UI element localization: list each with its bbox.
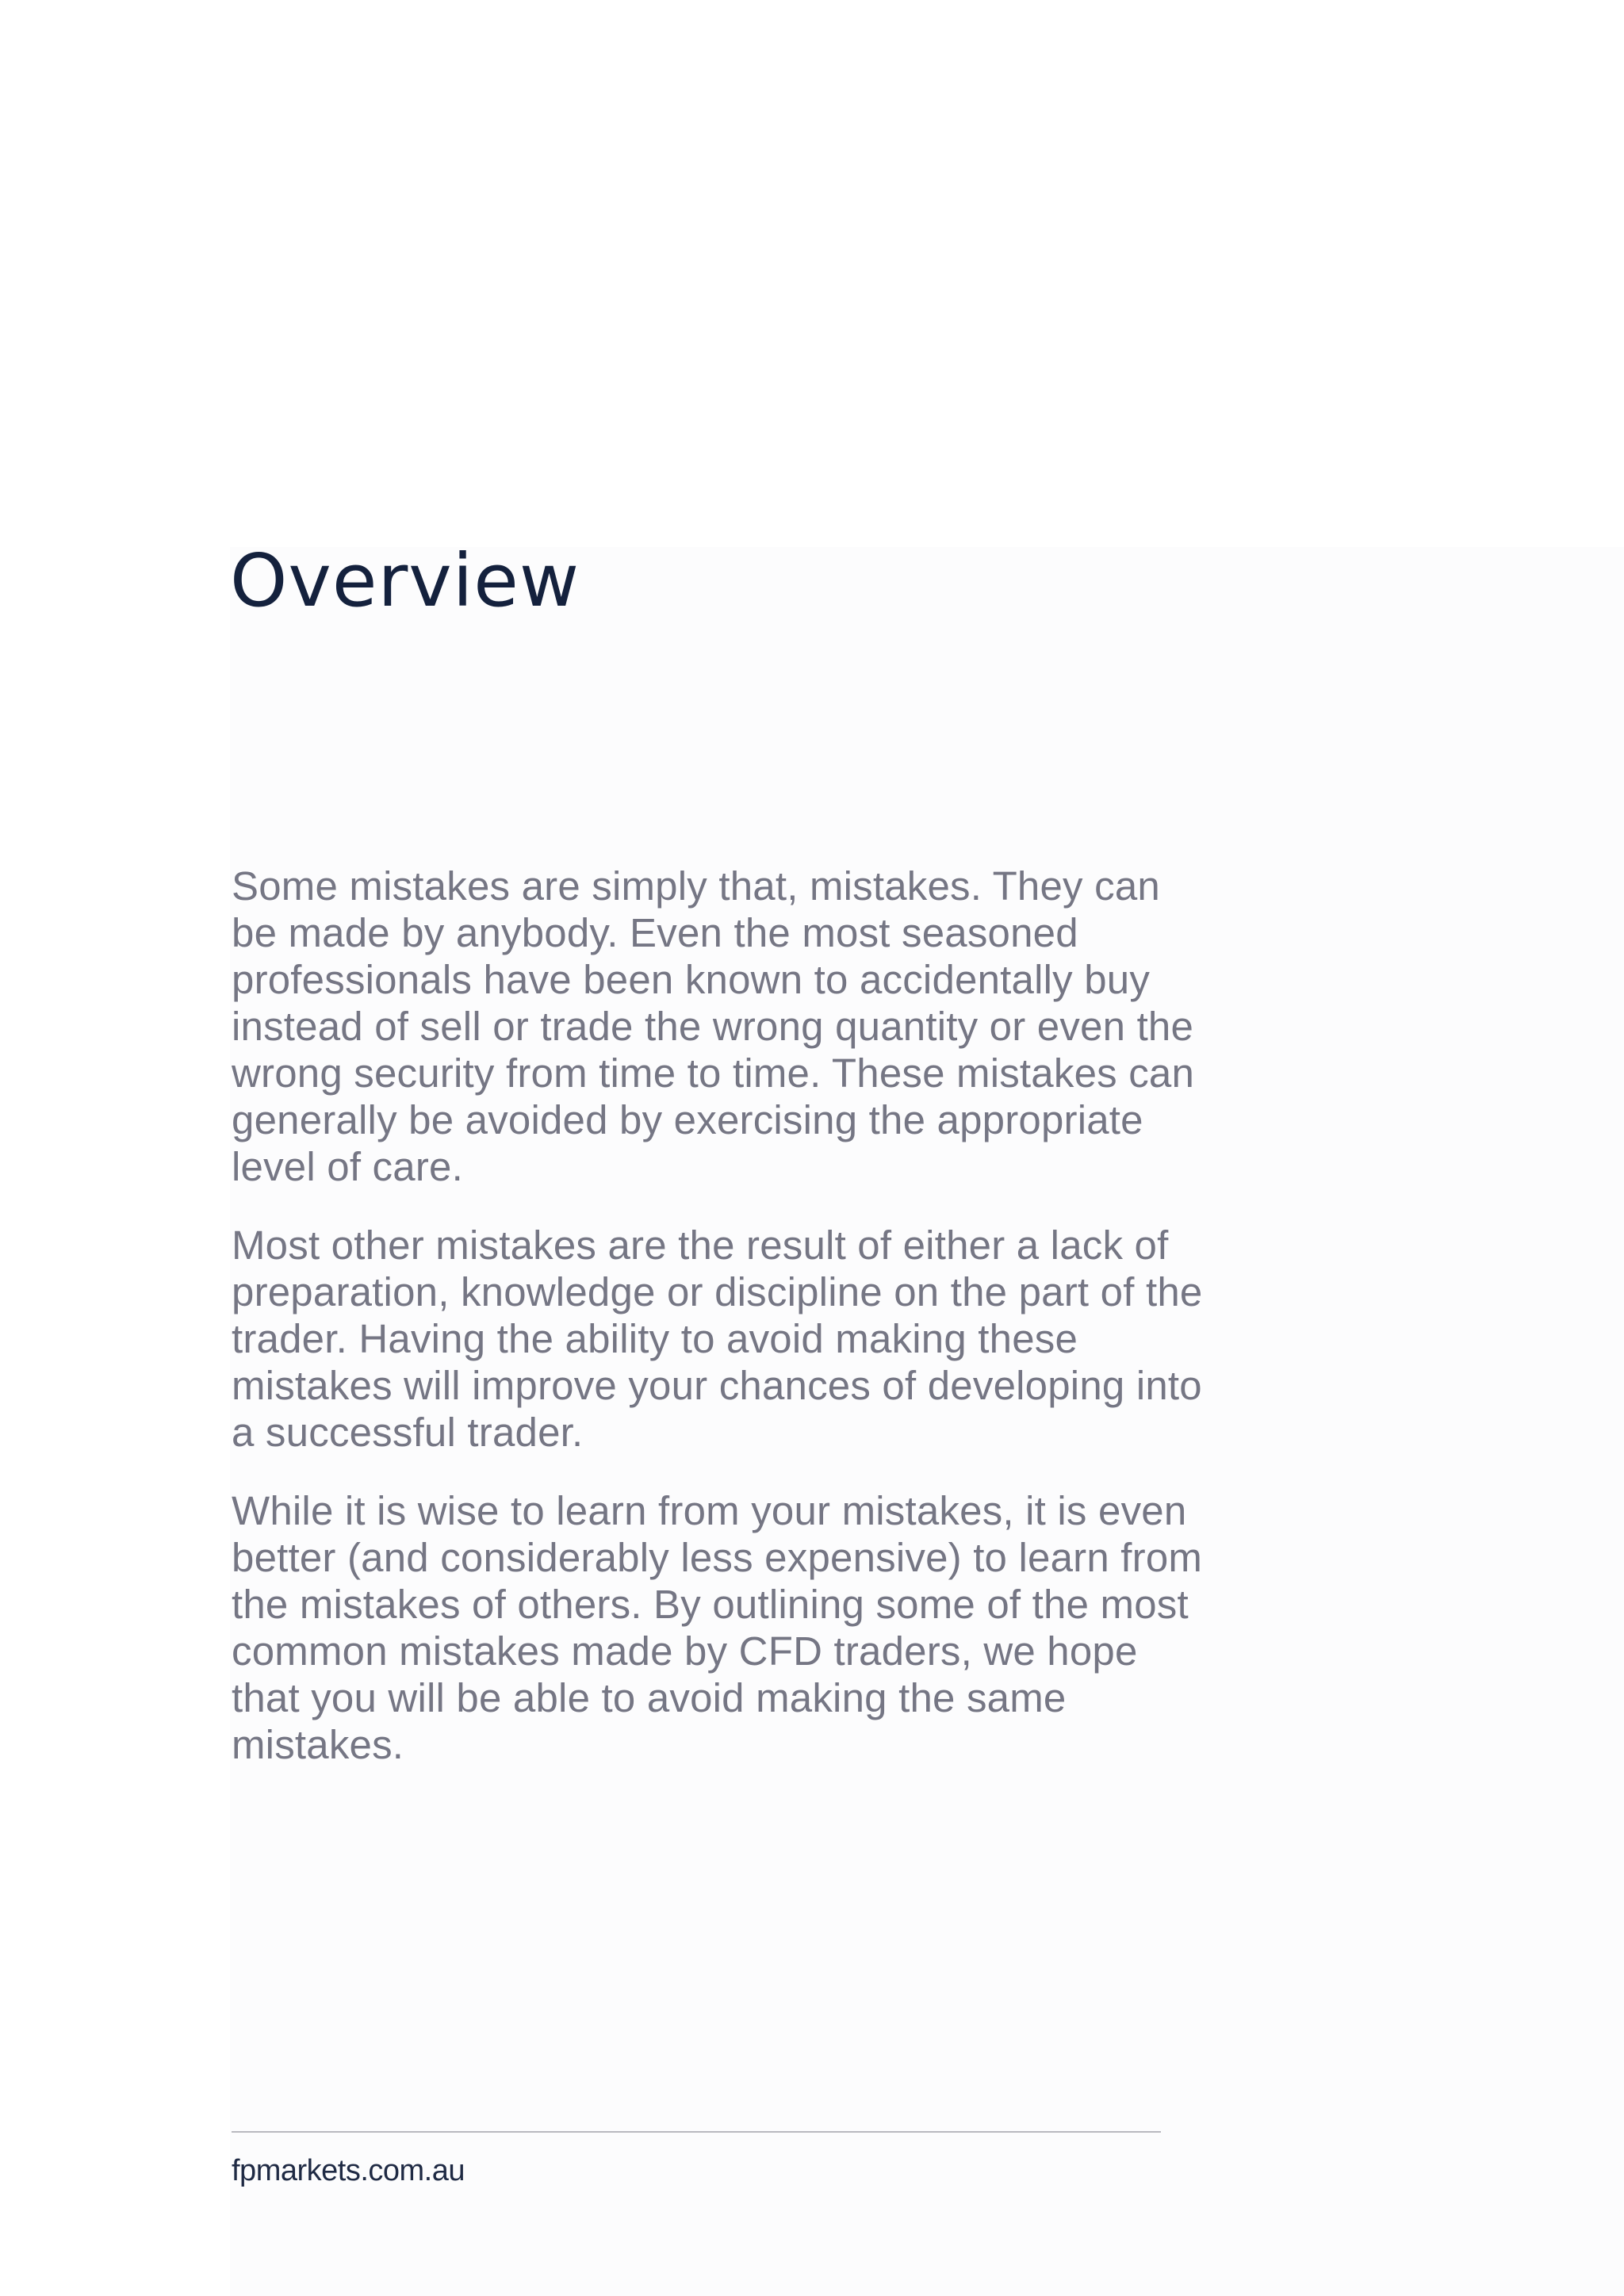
body-text [232, 863, 1215, 1800]
page-title: Overview [230, 538, 580, 623]
paragraph-1: Some mistakes are simply that, mistakes. They can be made by anybody. Even the most seasoned professionals have been known to accidentally buy instead of sell or trade the wrong quantity or even the wrong security from time to time. These mistakes can generally be avoided by exercising the appropriate level of care. [232, 863, 1195, 1189]
paragraph-3: While it is wise to learn from your mistakes, it is even better (and considerably less expensive) to learn from the mistakes of others. By outlining some of the most common mistakes made by CFD traders, we hope that you will be able to avoid making the same mistakes. [232, 1488, 1203, 1767]
paragraph-2: Most other mistakes are the result of either a lack of preparation, knowledge or discipline on the part of the trader. Having the ability to avoid making these mistakes will improve your chances of developing into a successful trader. [232, 1223, 1203, 1455]
website-link[interactable]: fpmarkets.com.au [232, 2154, 465, 2187]
footer-divider [232, 2131, 1161, 2133]
